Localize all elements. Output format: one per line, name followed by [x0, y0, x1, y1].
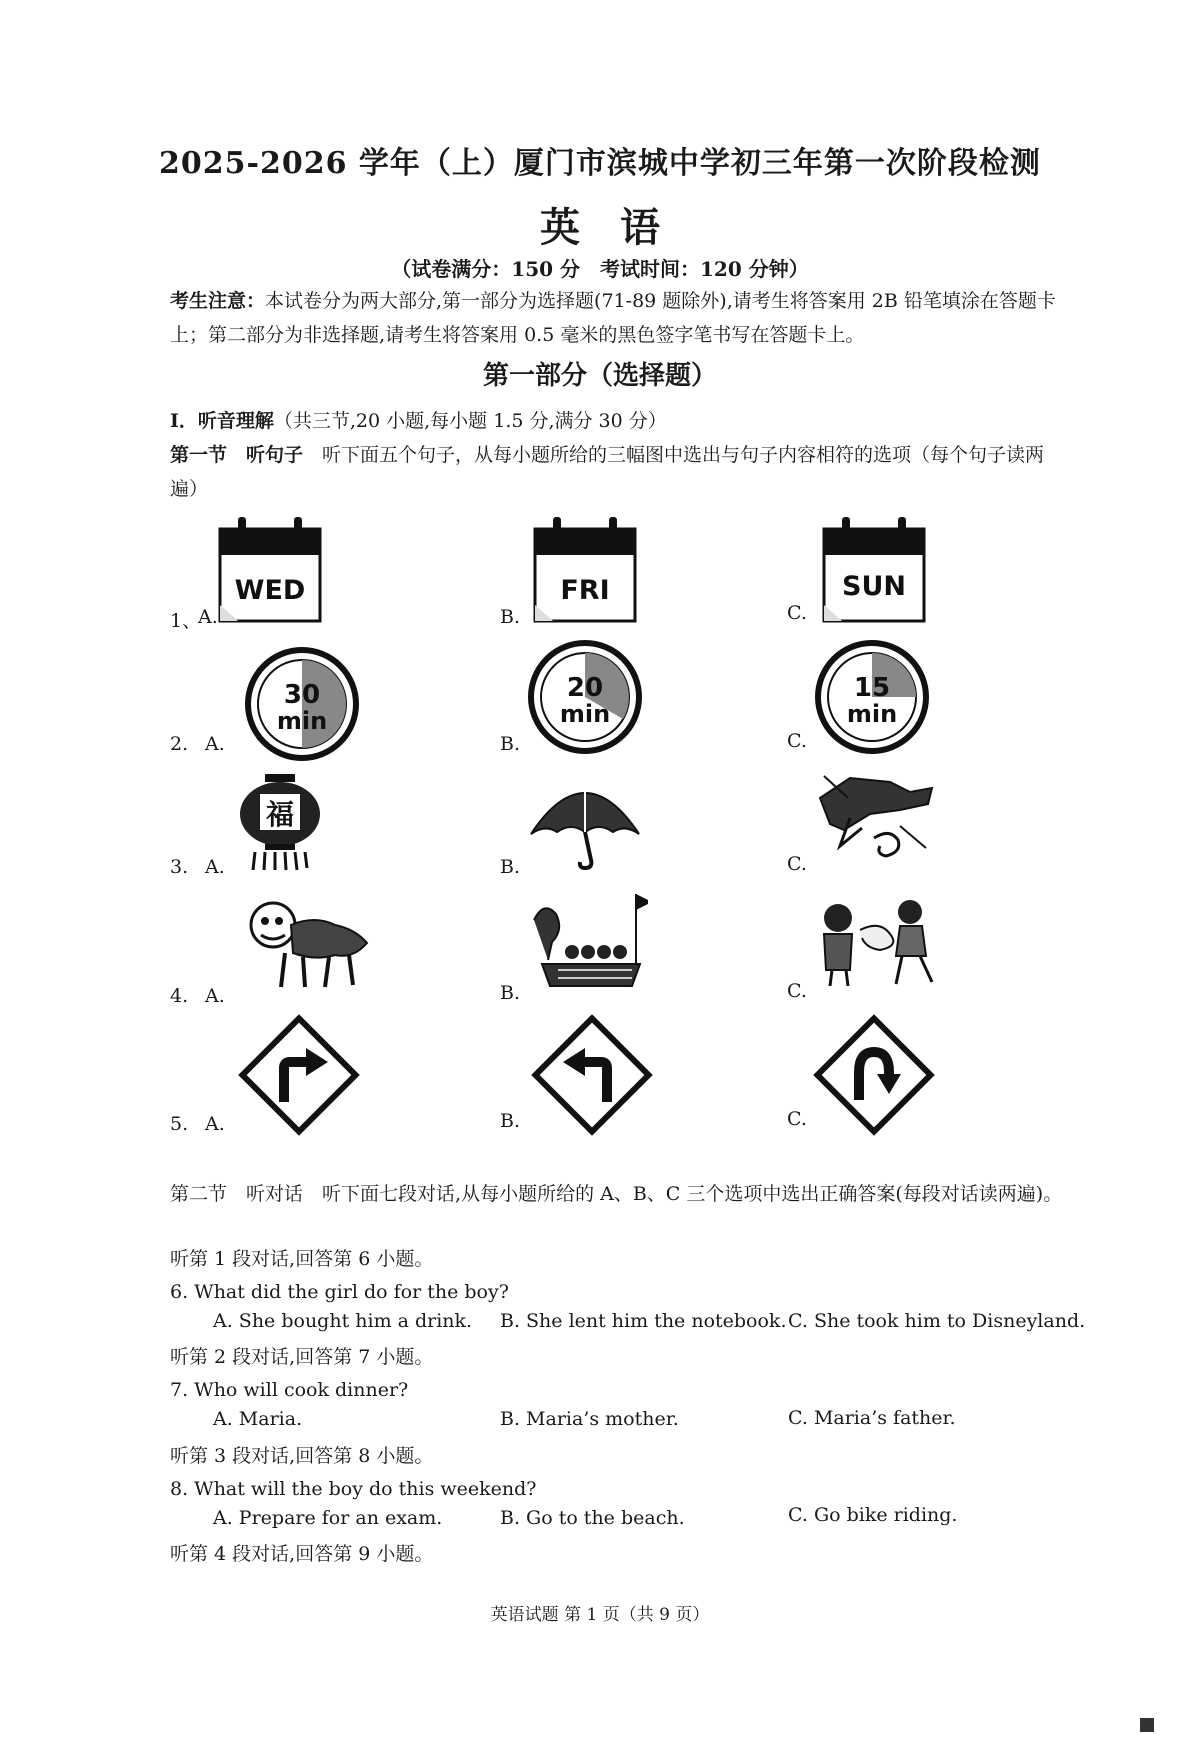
lantern-icon [235, 772, 325, 872]
q5-number: 5. [170, 1113, 189, 1135]
page-footer: 英语试题 第 1 页（共 9 页） [490, 1605, 710, 1625]
subject-title: 英语 [540, 204, 700, 251]
timer-15-icon [815, 640, 930, 755]
water-splash-icon [810, 890, 940, 990]
timer-30-icon [245, 647, 360, 762]
candidate-notice [170, 284, 1070, 352]
svg-text:30: 30 [283, 680, 321, 710]
timer-20-icon [528, 640, 643, 755]
lion-dance-icon [245, 895, 375, 995]
section1-heading [170, 404, 1070, 438]
turn-left-sign-icon [529, 1012, 655, 1138]
q4-option-b: B. [500, 982, 521, 1004]
q8-option-c: C. Go bike riding. [788, 1504, 958, 1526]
dragon-boat-icon [528, 890, 648, 1000]
q6-option-b: B. She lent him the notebook. [500, 1310, 787, 1332]
part1-title: 第一部分（选择题） [482, 361, 717, 391]
umbrella-icon [525, 772, 645, 872]
q6-option-a: A. She bought him a drink. [213, 1310, 473, 1332]
section-heading-text: （共三节,20 小题,每小题 1.5 分,满分 30 分） [273, 410, 667, 432]
dialog-3-intro: 听第 3 段对话,回答第 8 小题。 [170, 1445, 434, 1467]
q5-option-a: A. [205, 1113, 225, 1135]
section-heading-label: I．听音理解 [170, 410, 274, 432]
calendar-wed-label: WED [234, 575, 306, 606]
q5-option-c: C. [787, 1108, 807, 1130]
q8-option-a: A. Prepare for an exam. [213, 1507, 443, 1529]
question-7: 7. Who will cook dinner? [170, 1379, 409, 1401]
q2-option-a: A. [205, 733, 225, 755]
svg-text:min: min [559, 700, 611, 728]
q1-number: 1、 [170, 610, 202, 632]
q3-option-b: B. [500, 856, 521, 878]
q2-option-c: C. [787, 730, 807, 752]
svg-text:15: 15 [853, 673, 891, 703]
exam-title: 2025-2026 学年（上）厦门市滨城中学初三年第一次阶段检测 [159, 146, 1041, 181]
section2-label: 第二节 听对话 [170, 1183, 304, 1205]
svg-text:min: min [276, 707, 328, 735]
svg-text:min: min [846, 700, 898, 728]
sub1-text: 听下面五个句子，从每小题所给的三幅图中选出与句子内容相符的选项（每个句子读两遍） [170, 444, 1045, 500]
calendar-fri-icon [533, 515, 639, 625]
scanner-logo-icon [1140, 1718, 1154, 1732]
lantern-label: 福 [265, 798, 295, 831]
q4-option-a: A. [205, 985, 225, 1007]
q1-option-a: A. [198, 606, 218, 628]
q2-number: 2. [170, 733, 189, 755]
notice-text: 本试卷分为两大部分,第一部分为选择题(71-89 题除外),请考生将答案用 2B 铅笔填涂在答题卡上；第二部分为非选择题,请考生将答案用 0.5 毫米的黑色签字笔书写在答题卡上。 [170, 290, 1056, 346]
calendar-sun-icon [822, 515, 928, 625]
calendar-sun-label: SUN [842, 571, 906, 602]
dragon-icon [810, 768, 940, 868]
calendar-wed-icon [218, 515, 324, 625]
q2-option-b: B. [500, 733, 521, 755]
section2-text: 听下面七段对话,从每小题所给的 A、B、C 三个选项中选出正确答案(每段对话读两遍)。 [322, 1183, 1063, 1205]
sub1-heading [170, 438, 1070, 506]
q7-option-c: C. Maria’s father. [788, 1407, 956, 1429]
q4-number: 4. [170, 985, 189, 1007]
q8-option-b: B. Go to the beach. [500, 1507, 685, 1529]
dialog-4-intro: 听第 4 段对话,回答第 9 小题。 [170, 1543, 434, 1565]
turn-right-sign-icon [236, 1012, 362, 1138]
score-line: （试卷满分：150 分 考试时间：120 分钟） [391, 257, 809, 281]
sub1-label: 第一节 听句子 [170, 444, 304, 466]
q3-option-c: C. [787, 853, 807, 875]
q1-option-b: B. [500, 606, 521, 628]
svg-text:20: 20 [566, 673, 604, 703]
q5-option-b: B. [500, 1110, 521, 1132]
q4-option-c: C. [787, 980, 807, 1002]
question-8: 8. What will the boy do this weekend? [170, 1478, 537, 1500]
q7-option-b: B. Maria’s mother. [500, 1408, 679, 1430]
q3-option-a: A. [205, 856, 225, 878]
section2-heading [170, 1177, 1070, 1211]
q1-option-c: C. [787, 602, 807, 624]
notice-label: 考生注意： [170, 290, 266, 312]
q3-number: 3. [170, 856, 189, 878]
dialog-1-intro: 听第 1 段对话,回答第 6 小题。 [170, 1248, 434, 1270]
dialog-2-intro: 听第 2 段对话,回答第 7 小题。 [170, 1346, 434, 1368]
q6-option-c: C. She took him to Disneyland. [788, 1310, 1086, 1332]
q7-option-a: A. Maria. [213, 1408, 303, 1430]
u-turn-sign-icon [811, 1012, 937, 1138]
question-6: 6. What did the girl do for the boy? [170, 1281, 509, 1303]
calendar-fri-label: FRI [560, 575, 610, 606]
